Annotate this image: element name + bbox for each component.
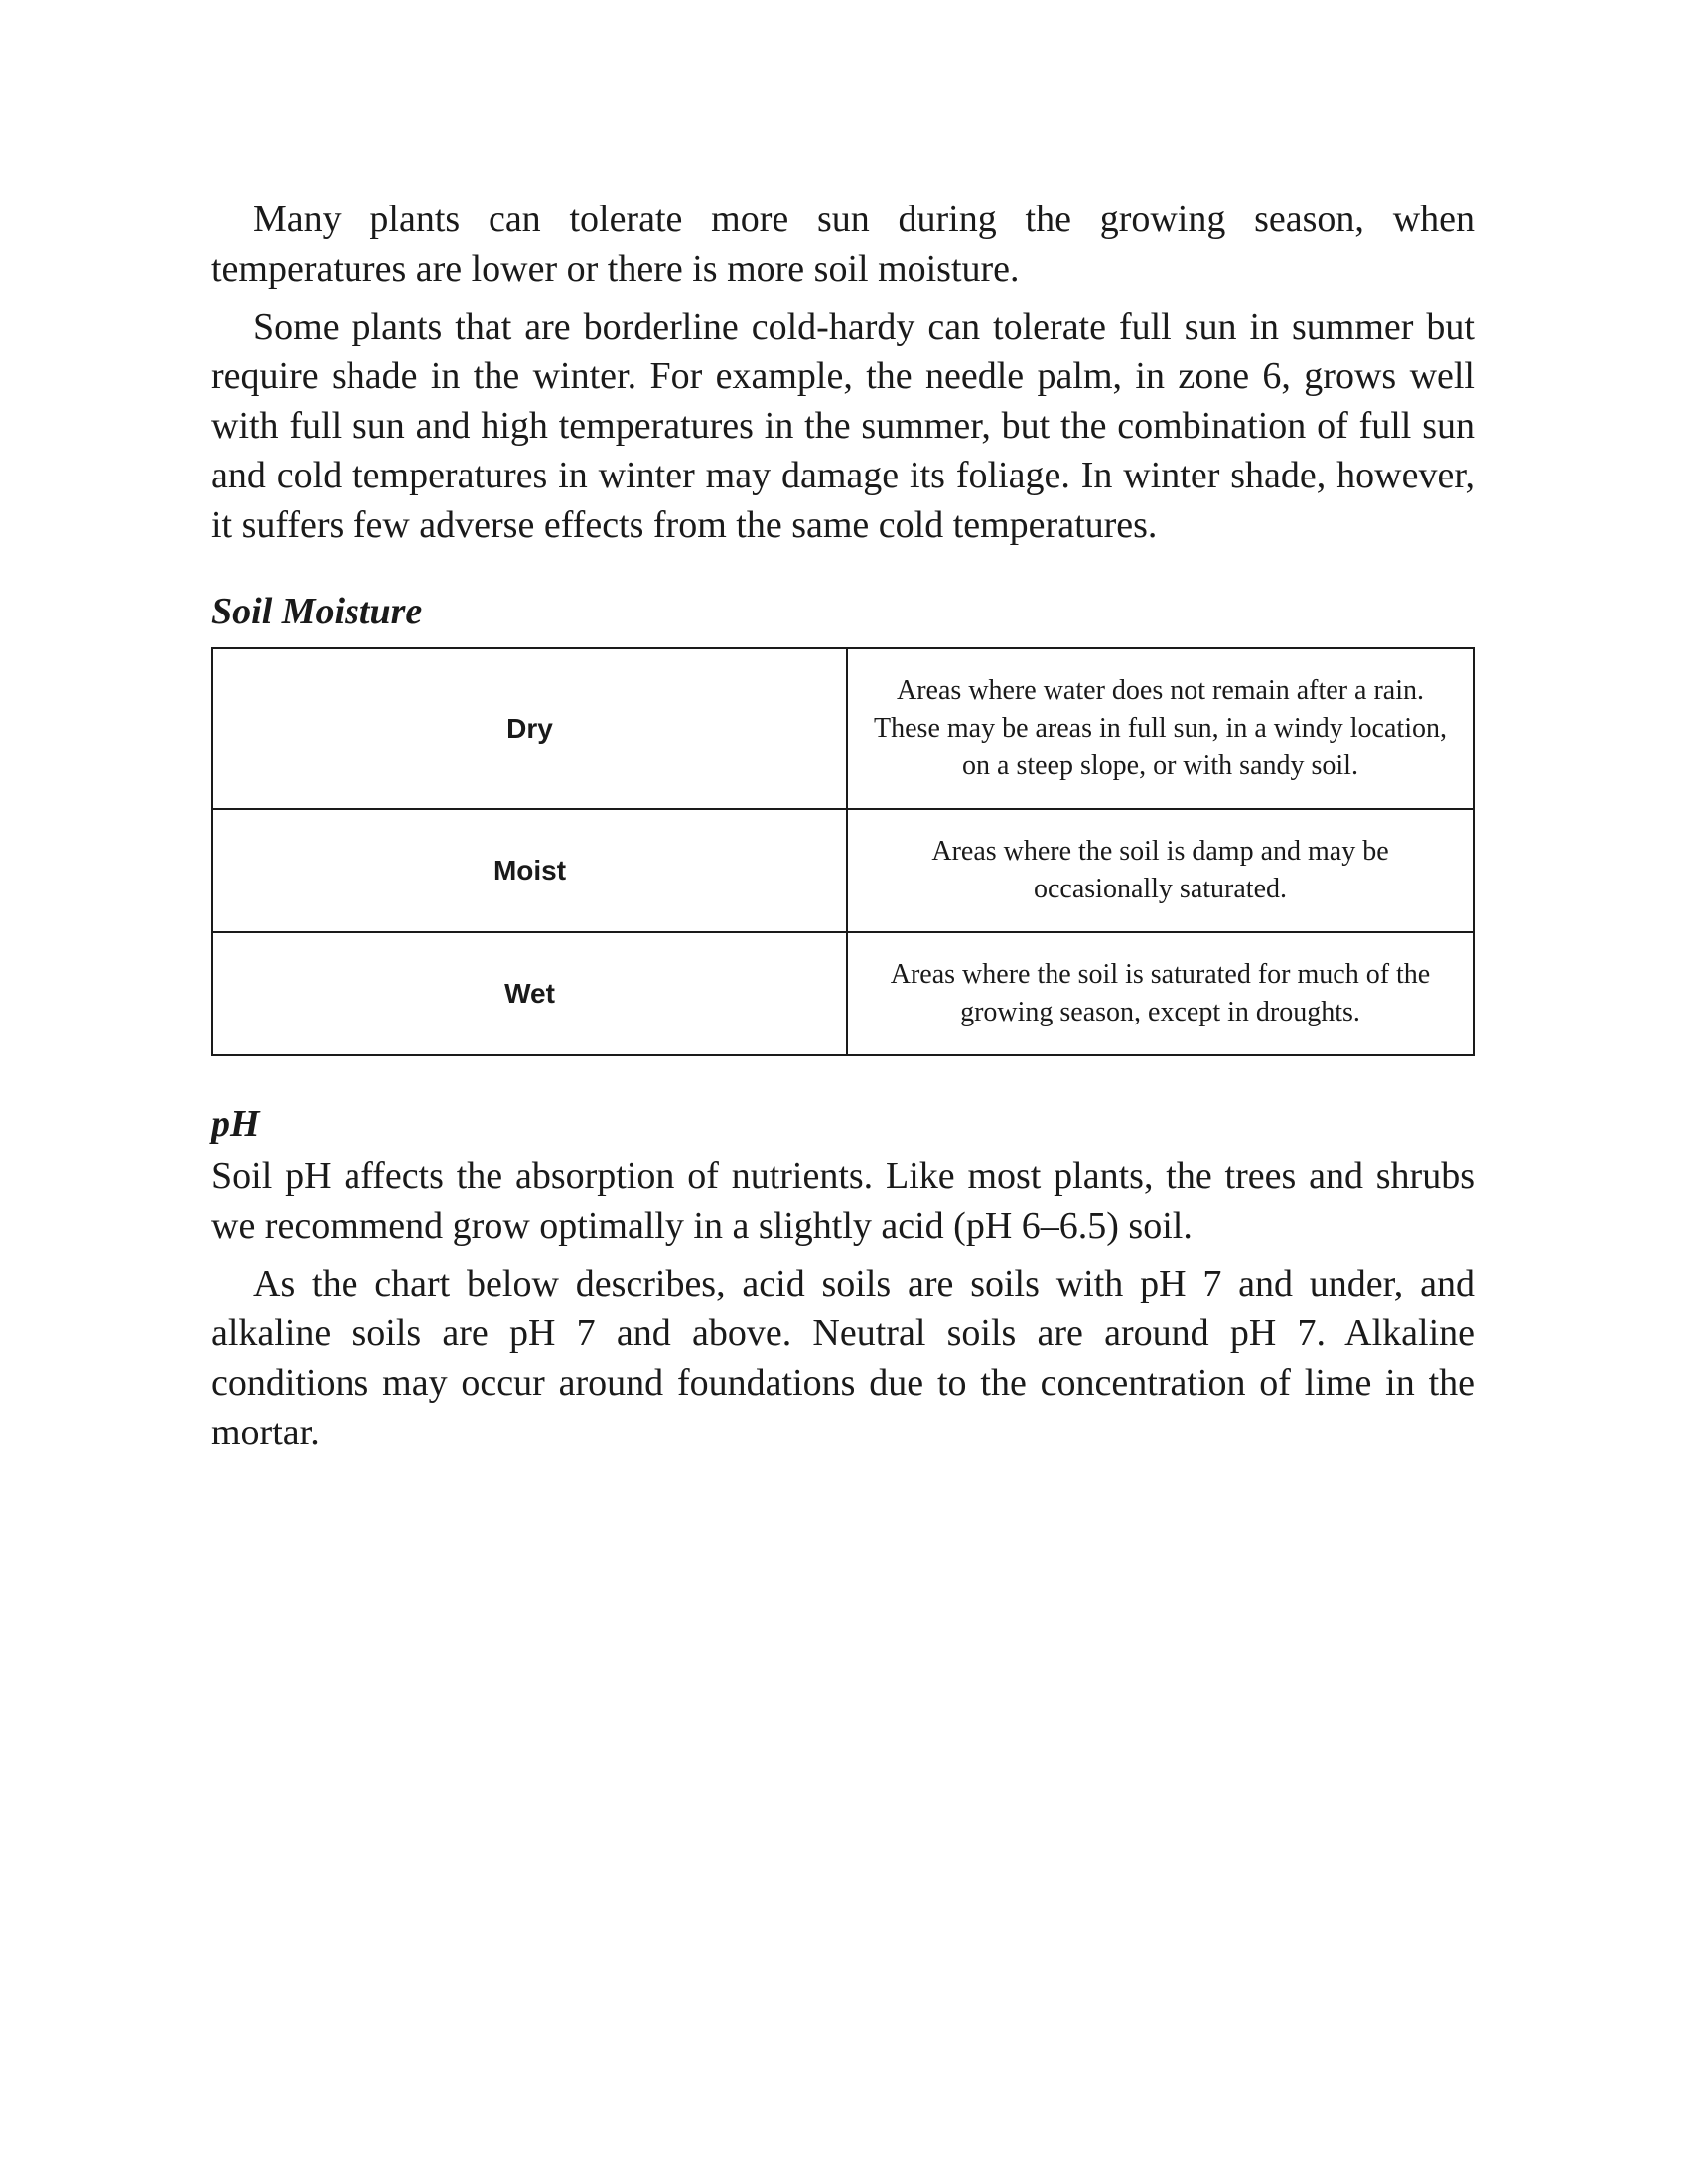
- soil-moisture-table: [211, 647, 1475, 1056]
- moisture-description-moist: Areas where the soil is damp and may be occasionally saturated.: [847, 809, 1474, 932]
- table-row: [212, 648, 1474, 809]
- paragraph-ph-acid-alkaline: As the chart below describes, acid soils are soils with pH 7 and under, and alkaline soils are pH 7 and above. Neutral soils are around pH 7. Alkaline conditions may occur around foundations due to the concentration of lime in the mortar.: [211, 1263, 1475, 1453]
- paragraph-sun-tolerance: Many plants can tolerate more sun during the growing season, when temperatures are lower or there is more soil moisture.: [211, 199, 1475, 290]
- moisture-term-moist: Moist: [212, 809, 847, 932]
- moisture-description-wet: Areas where the soil is saturated for much of the growing season, except in droughts.: [847, 932, 1474, 1055]
- table-row: [212, 932, 1474, 1055]
- moisture-description-dry: Areas where water does not remain after a rain. These may be areas in full sun, in a windy location, on a steep slope, or with sandy soil.: [847, 648, 1474, 809]
- page-content: [211, 195, 1475, 1465]
- paragraph-cold-hardy: Some plants that are borderline cold-hardy can tolerate full sun in summer but require shade in the winter. For example, the needle palm, in zone 6, grows well with full sun and high temperatures in the summer, but the combination of full sun and cold temperatures in winter may damage its foliage. In winter shade, however, it suffers few adverse effects from the same cold temperatures.: [211, 306, 1475, 546]
- table-row: [212, 809, 1474, 932]
- moisture-term-dry: Dry: [212, 648, 847, 809]
- soil-moisture-heading: Soil Moisture: [211, 591, 423, 632]
- moisture-term-wet: Wet: [212, 932, 847, 1055]
- paragraph-ph-nutrients: Soil pH affects the absorption of nutrients. Like most plants, the trees and shrubs we recommend grow optimally in a slightly acid (pH 6–6.5) soil.: [211, 1156, 1475, 1247]
- ph-heading: pH: [211, 1103, 260, 1145]
